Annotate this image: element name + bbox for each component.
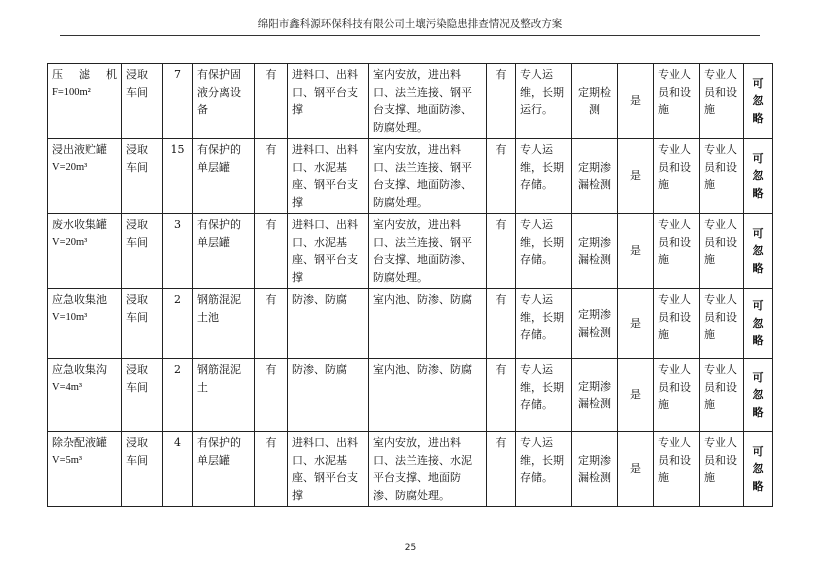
staff-a-cell: 专业人员和设施 — [654, 214, 700, 289]
has-plan-cell: 有 — [487, 139, 516, 214]
measures-cell: 室内池、防渗、防腐 — [369, 289, 487, 359]
inspection-cell: 定期渗漏检测 — [572, 432, 618, 507]
location-cell: 浸取车间 — [122, 289, 163, 359]
compliant-cell: 是 — [618, 139, 654, 214]
has-plan-cell: 有 — [487, 64, 516, 139]
facility-size: V=10m³ — [52, 311, 88, 323]
table-row — [48, 214, 773, 289]
compliant-cell: 是 — [618, 432, 654, 507]
facility-cell — [48, 214, 122, 289]
facility-name: 除杂配液罐 — [52, 436, 107, 449]
staff-b-cell: 专业人员和设施 — [700, 64, 744, 139]
has-plan-cell: 有 — [487, 214, 516, 289]
risk-points-cell: 进料口、出料口、水泥基座、钢平台支撑 — [288, 214, 369, 289]
location-cell: 浸取车间 — [122, 214, 163, 289]
measures-cell: 室内安放，进出料口、法兰连接、水泥平台支撑、地面防渗、防腐处理。 — [369, 432, 487, 507]
measures-cell: 室内安放，进出料口、法兰连接、钢平台支撑、地面防渗、防腐处理。 — [369, 214, 487, 289]
location-cell: 浸取车间 — [122, 359, 163, 432]
conclusion-cell: 可忽略 — [744, 289, 773, 359]
facility-cell — [48, 139, 122, 214]
staff-a-cell: 专业人员和设施 — [654, 139, 700, 214]
structure-cell: 钢筋混泥土 — [193, 359, 255, 432]
maintenance-cell: 专人运维，长期存储。 — [516, 139, 572, 214]
risk-points-cell: 进料口、出料口、钢平台支撑 — [288, 64, 369, 139]
facility-cell — [48, 359, 122, 432]
facility-size: V=5m³ — [52, 454, 83, 466]
inspection-cell: 定期渗漏检测 — [572, 289, 618, 359]
risk-points-cell: 防渗、防腐 — [288, 359, 369, 432]
count-cell: 15 — [163, 139, 193, 214]
maintenance-cell: 专人运维，长期存储。 — [516, 214, 572, 289]
table-body — [48, 64, 773, 507]
staff-a-cell: 专业人员和设施 — [654, 289, 700, 359]
header-rule — [60, 35, 760, 36]
structure-cell: 有保护的单层罐 — [193, 214, 255, 289]
table-row — [48, 289, 773, 359]
has-plan-cell: 有 — [487, 289, 516, 359]
has-measure-cell: 有 — [255, 214, 288, 289]
facility-name: 压滤机 — [52, 68, 117, 81]
has-measure-cell: 有 — [255, 432, 288, 507]
maintenance-cell: 专人运维，长期存储。 — [516, 359, 572, 432]
conclusion-cell: 可忽略 — [744, 359, 773, 432]
risk-points-cell: 防渗、防腐 — [288, 289, 369, 359]
hazard-survey-table — [47, 63, 773, 507]
facility-size: F=100m² — [52, 86, 91, 98]
count-cell: 7 — [163, 64, 193, 139]
location-cell: 浸取车间 — [122, 432, 163, 507]
page-number: 25 — [404, 543, 417, 553]
count-cell: 2 — [163, 289, 193, 359]
compliant-cell: 是 — [618, 359, 654, 432]
conclusion-cell: 可忽略 — [744, 64, 773, 139]
conclusion-cell: 可忽略 — [744, 432, 773, 507]
conclusion-cell: 可忽略 — [744, 139, 773, 214]
document-header-title: 绵阳市鑫科源环保科技有限公司土壤污染隐患排查情况及整改方案 — [257, 18, 563, 30]
measures-cell: 室内安放，进出料口、法兰连接、钢平台支撑、地面防渗、防腐处理。 — [369, 139, 487, 214]
conclusion-cell: 可忽略 — [744, 214, 773, 289]
compliant-cell: 是 — [618, 64, 654, 139]
facility-name: 应急收集池 — [52, 293, 107, 306]
structure-cell: 钢筋混泥土池 — [193, 289, 255, 359]
facility-size: V=20m³ — [52, 161, 88, 173]
has-measure-cell: 有 — [255, 359, 288, 432]
table-row — [48, 359, 773, 432]
staff-a-cell: 专业人员和设施 — [654, 432, 700, 507]
facility-cell — [48, 289, 122, 359]
facility-name: 应急收集沟 — [52, 363, 107, 376]
inspection-cell: 定期渗漏检测 — [572, 359, 618, 432]
structure-cell: 有保护的单层罐 — [193, 432, 255, 507]
facility-size: V=4m³ — [52, 381, 83, 393]
staff-b-cell: 专业人员和设施 — [700, 359, 744, 432]
risk-points-cell: 进料口、出料口、水泥基座、钢平台支撑 — [288, 139, 369, 214]
compliant-cell: 是 — [618, 289, 654, 359]
inspection-cell: 定期检测 — [572, 64, 618, 139]
has-plan-cell: 有 — [487, 432, 516, 507]
location-cell: 浸取车间 — [122, 139, 163, 214]
maintenance-cell: 专人运维，长期运行。 — [516, 64, 572, 139]
location-cell: 浸取车间 — [122, 64, 163, 139]
facility-name: 浸出液贮罐 — [52, 143, 107, 156]
count-cell: 3 — [163, 214, 193, 289]
staff-b-cell: 专业人员和设施 — [700, 289, 744, 359]
facility-cell — [48, 64, 122, 139]
has-measure-cell: 有 — [255, 289, 288, 359]
count-cell: 4 — [163, 432, 193, 507]
structure-cell: 有保护固液分离设备 — [193, 64, 255, 139]
table-row — [48, 432, 773, 507]
inspection-cell: 定期渗漏检测 — [572, 139, 618, 214]
staff-b-cell: 专业人员和设施 — [700, 214, 744, 289]
staff-b-cell: 专业人员和设施 — [700, 139, 744, 214]
maintenance-cell: 专人运维，长期存储。 — [516, 432, 572, 507]
staff-a-cell: 专业人员和设施 — [654, 64, 700, 139]
table-row — [48, 139, 773, 214]
staff-a-cell: 专业人员和设施 — [654, 359, 700, 432]
compliant-cell: 是 — [618, 214, 654, 289]
facility-cell — [48, 432, 122, 507]
measures-cell: 室内池、防渗、防腐 — [369, 359, 487, 432]
has-plan-cell: 有 — [487, 359, 516, 432]
structure-cell: 有保护的单层罐 — [193, 139, 255, 214]
has-measure-cell: 有 — [255, 139, 288, 214]
inspection-cell: 定期渗漏检测 — [572, 214, 618, 289]
has-measure-cell: 有 — [255, 64, 288, 139]
staff-b-cell: 专业人员和设施 — [700, 432, 744, 507]
facility-size: V=20m³ — [52, 236, 88, 248]
maintenance-cell: 专人运维，长期存储。 — [516, 289, 572, 359]
measures-cell: 室内安放，进出料口、法兰连接、钢平台支撑、地面防渗、防腐处理。 — [369, 64, 487, 139]
table-row — [48, 64, 773, 139]
count-cell: 2 — [163, 359, 193, 432]
risk-points-cell: 进料口、出料口、水泥基座、钢平台支撑 — [288, 432, 369, 507]
facility-name: 废水收集罐 — [52, 218, 107, 231]
